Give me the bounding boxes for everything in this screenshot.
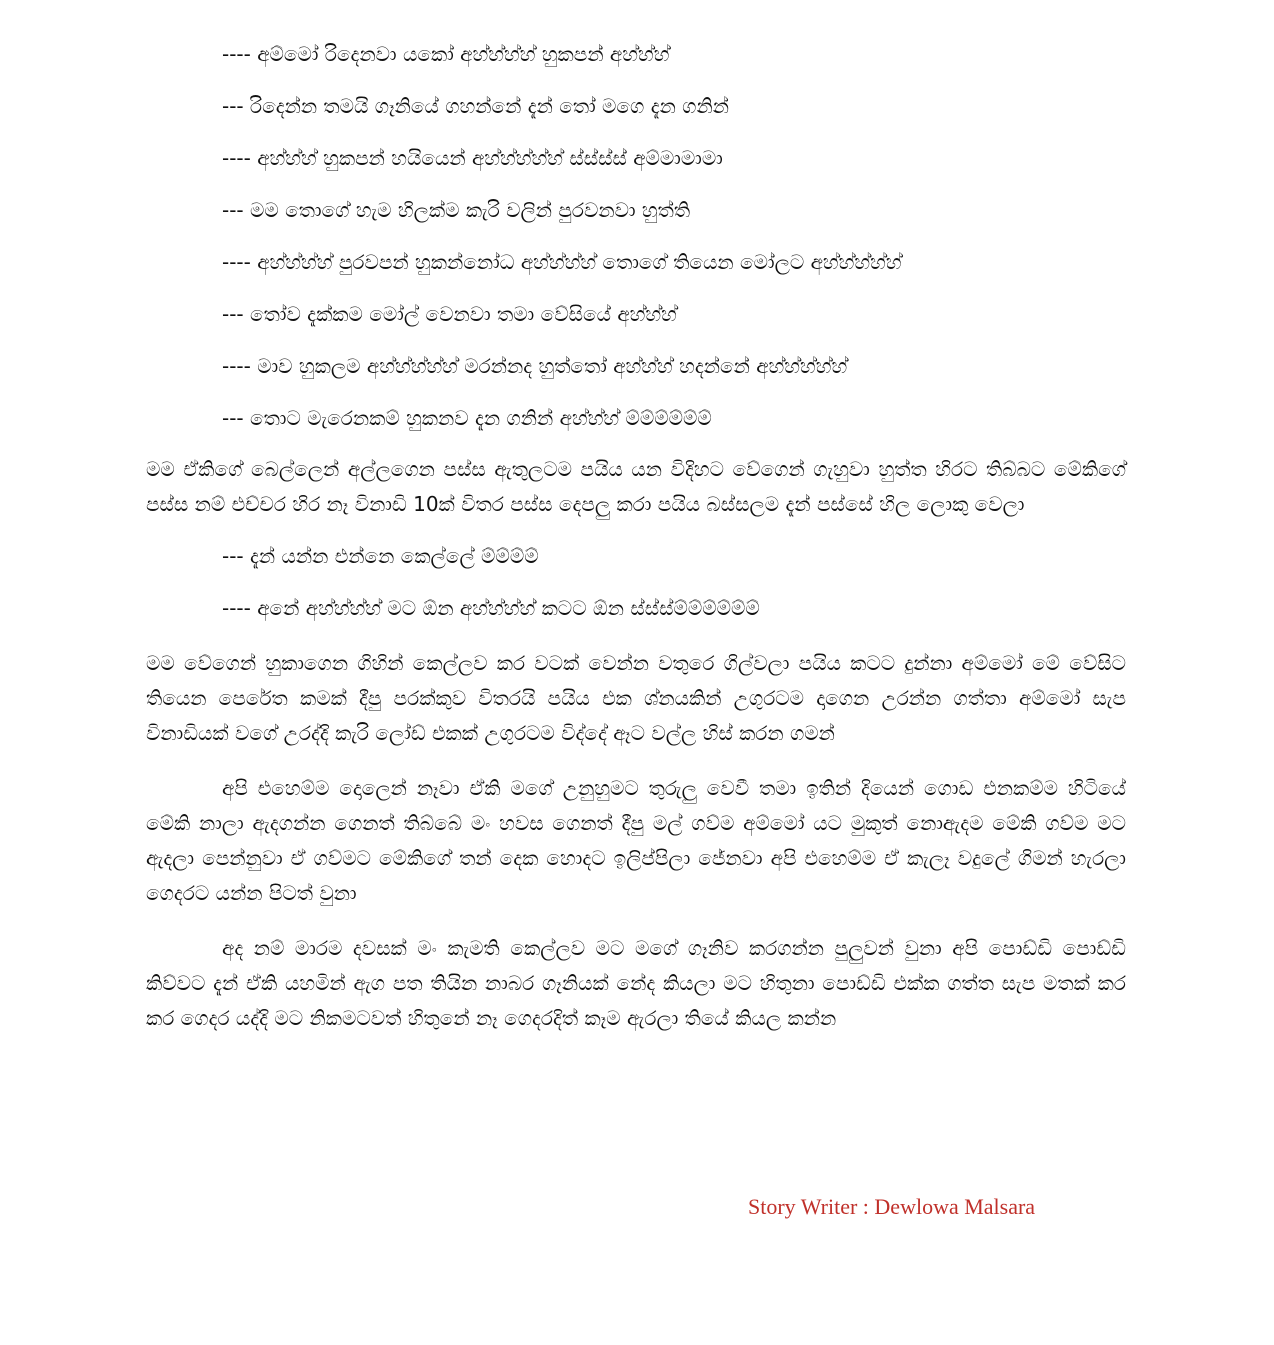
dialogue-line: --- මම තොගේ හැම හිලක්ම කැරි වලින් පුරවනවා හුත්ති xyxy=(222,198,691,222)
dialogue-line: ---- අහ්හ්හ්හ් පුරවපන් හුකන්නෝධ අහ්හ්හ්හ් තොගේ තියෙන මෝලට අහ්හ්හ්හ්හ් xyxy=(222,250,902,274)
dialogue-line: ---- මාව හුකලම අහ්හ්හ්හ්හ් මරන්නද හුත්තෝ අහ්හ්හ් හදන්නේ අහ්හ්හ්හ්හ් xyxy=(222,354,848,378)
narrative-paragraph: අපි එහෙම්ම දොලෙන් නෑවා ඒකි මගේ උනුහුමට තුරුලු වෙවී තමා ඉතින් දියෙන් ගොඩ එනකම්ම හිටියේ මේකි නාලා ඇදගන්න ගෙනත් තිබ්බේ මං හවස ගෙනත් දීපු මල් ගව්ම අම්මෝ යට මුකුත් නොඇදම මේකි ගව්ම මට ඇදලා පෙන්නුවා ඒ ගව්මට මේකිගේ තන් දෙක හොදට ඉලිප්පිලා ජේනවා අපි එහෙම්ම ඒ කැලෑ වදුලේ ගිමන් හැරලා ගෙදරට යන්න පිටත් වුනා xyxy=(146,776,1126,905)
narrative-paragraph: මම ඒකිගේ බෙල්ලෙන් අල්ලගෙන පස්ස ඇතුලටම පයිය යන විදිහට වේගෙන් ගැහුවා හුත්ත හිරට තිබ්බට මේකිගේ පස්ස නම් එච්චර හිර නෑ විනාඩි 10ක් විතර පස්ස දෙපලු කරා පයිය බස්සලම දැන් පස්සේ හිල ලොකු වෙලා xyxy=(146,457,1126,516)
narrative-paragraph: මම වේගෙන් හුකාගෙන ගිහින් කෙල්ලව කර වටක් වෙන්න වතුරෙ ගිල්වලා පයිය කටට දුන්නා අම්මෝ මේ වේසිට තියෙන පෙරේත කමක් දීපු පරක්කුව විතරයි පයිය එක ශ්නයකින් උගුරටම දාගෙන උරන්න ගත්තා අම්මෝ සැප විනාඩියක් වගේ උරද්දි කැරි ලෝඩ් එකක් උගුරටම විද්දේ ඈට වල්ල හිස් කරන ගමන් xyxy=(146,651,1126,745)
dialogue-line: --- දැන් යන්න එන්නෙ කෙල්ලේ ම්ම්ම්ම් xyxy=(222,544,539,568)
dialogue-line: ---- අහ්හ්හ් හුකපන් හයියෙන් අහ්හ්හ්හ්හ් ස්ස්ස්ස් අම්මාමාමා xyxy=(222,146,723,170)
narrative-paragraph: අද නම් මාරම දවසක් මං කැමති කෙල්ලව මට මගේ ගෑනිව කරගන්න පුලුවන් වුනා අපි පොඩ්ඩි පොඩ්ඩි කිව්වට දැන් ඒකි යහමින් ඇග පත තියින නාබර ගෑනියක් නේද කියලා මට හිතුනා පොඩ්ඩි එක්ක ගත්ත සැප මතක් කර කර ගෙදර යද්දි මට නිකමටවත් හිතුනේ නෑ ගෙදරදිත් කෑම ඇරලා තියේ කියල කන්න xyxy=(146,936,1126,1030)
dialogue-line: ---- අම්මෝ රිදෙනවා යකෝ අහ්හ්හ්හ් හුකපන් අහ්හ්හ් xyxy=(222,42,670,66)
story-body xyxy=(146,36,1126,1052)
story-writer-credit: Story Writer : Dewlowa Malsara xyxy=(748,1194,1036,1219)
dialogue-line: --- තෝව දැක්කම මෝල් වෙනවා තමා වේසියේ අහ්හ්හ් xyxy=(222,302,677,326)
dialogue-line: --- රිදෙන්න තමයි ගෑනියේ ගහන්නේ දැන් තෝ මගෙ දැන ගනින් xyxy=(222,94,729,118)
dialogue-line: --- තොට මැරෙනකම් හුකනව දැන ගනින් අහ්හ්හ් ම්ම්ම්ම්ම්ම් xyxy=(222,406,712,430)
dialogue-line: ---- අනේ අහ්හ්හ්හ් මට ඕන අහ්හ්හ්හ් කටට ඕන ස්ස්ස්ම්ම්ම්ම්ම්ම් xyxy=(222,596,760,620)
